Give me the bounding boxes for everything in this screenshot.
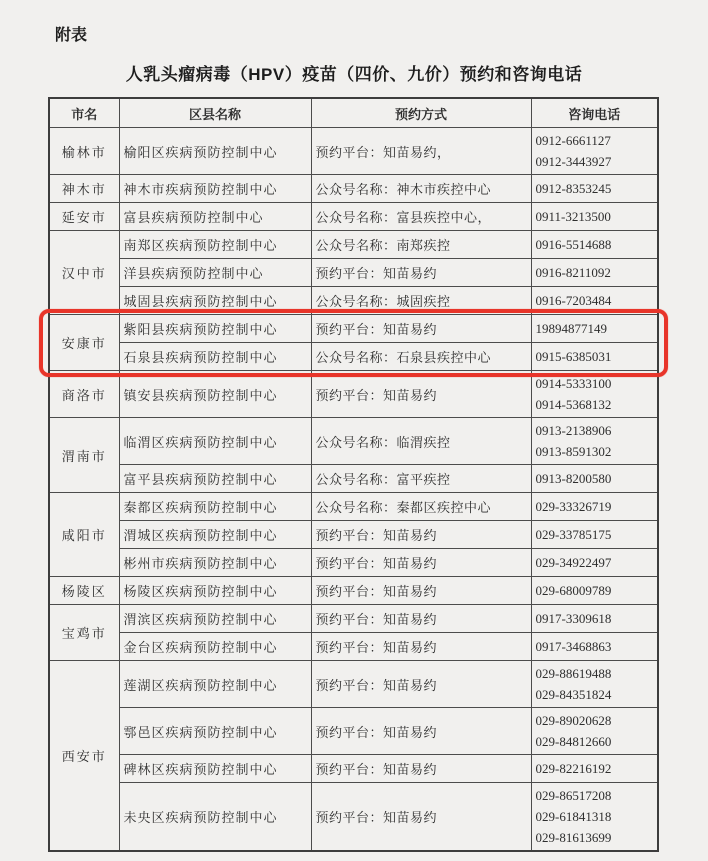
- district-cell: 富县疾病预防控制中心: [119, 203, 311, 231]
- phone-cell: [531, 755, 658, 783]
- booking-method-cell: 公众号名称：石泉县疾控中心: [311, 343, 531, 371]
- page-title: 人乳头瘤病毒（HPV）疫苗（四价、九价）预约和咨询电话: [125, 65, 583, 84]
- booking-method-cell: 公众号名称：秦都区疾控中心: [311, 493, 531, 521]
- table-row: [49, 783, 658, 852]
- booking-method-cell: 预约平台：知苗易约: [311, 549, 531, 577]
- city-cell: 安康市: [49, 315, 119, 371]
- booking-method-cell: 公众号名称：富县疾控中心，: [311, 203, 531, 231]
- phone-number: 029-61841318: [535, 809, 612, 824]
- district-cell: 南郑区疾病预防控制中心: [119, 231, 311, 259]
- booking-method-cell: 预约平台：知苗易约: [311, 633, 531, 661]
- table-row: [49, 371, 658, 418]
- phone-number: 0911-3213500: [535, 209, 611, 224]
- booking-method-cell: 公众号名称：神木市疾控中心: [311, 175, 531, 203]
- city-cell: 渭南市: [49, 418, 119, 493]
- district-cell: 城固县疾病预防控制中心: [119, 287, 311, 315]
- district-cell: 紫阳县疾病预防控制中心: [119, 315, 311, 343]
- booking-method-cell: 预约平台：知苗易约: [311, 371, 531, 418]
- district-cell: 镇安县疾病预防控制中心: [119, 371, 311, 418]
- booking-method-cell: 预约平台：知苗易约: [311, 708, 531, 755]
- city-cell: 杨陵区: [49, 577, 119, 605]
- phone-cell: [531, 633, 658, 661]
- phone-cell: [531, 605, 658, 633]
- phone-number: 029-86517208: [535, 788, 612, 803]
- phone-cell: [531, 661, 658, 708]
- phone-number: 0914-5333100: [535, 376, 612, 391]
- phone-cell: [531, 128, 658, 175]
- table-row: [49, 577, 658, 605]
- phone-cell: [531, 315, 658, 343]
- phone-cell: [531, 343, 658, 371]
- table-row: [49, 343, 658, 371]
- table-row: [49, 605, 658, 633]
- phone-number: 0916-8211092: [535, 265, 611, 280]
- phone-number: 0917-3309618: [535, 611, 612, 626]
- phone-cell: [531, 287, 658, 315]
- phone-cell: [531, 203, 658, 231]
- booking-method-cell: 预约平台：知苗易约: [311, 605, 531, 633]
- table-row: [49, 259, 658, 287]
- table-row: [49, 521, 658, 549]
- phone-cell: [531, 783, 658, 852]
- booking-method-cell: 预约平台：知苗易约: [311, 755, 531, 783]
- phone-number: 19894877149: [535, 321, 607, 336]
- city-cell: 商洛市: [49, 371, 119, 418]
- table-row: [49, 418, 658, 465]
- table-row: [49, 315, 658, 343]
- header-district: 区县名称: [119, 98, 311, 128]
- phone-number: 029-89020628: [535, 713, 612, 728]
- city-cell: 咸阳市: [49, 493, 119, 577]
- phone-cell: [531, 708, 658, 755]
- phone-number: 0913-8591302: [535, 444, 612, 459]
- phone-cell: [531, 231, 658, 259]
- phone-cell: [531, 521, 658, 549]
- table-row: [49, 465, 658, 493]
- table-row: [49, 203, 658, 231]
- booking-method-cell: 公众号名称：临渭疾控: [311, 418, 531, 465]
- phone-number: 0917-3468863: [535, 639, 612, 654]
- phone-number: 0912-6661127: [535, 133, 611, 148]
- booking-method-cell: 预约平台：知苗易约: [311, 315, 531, 343]
- hpv-phone-table-wrap: [48, 97, 659, 852]
- district-cell: 渭城区疾病预防控制中心: [119, 521, 311, 549]
- table-row: [49, 549, 658, 577]
- city-cell: 汉中市: [49, 231, 119, 315]
- city-cell: 西安市: [49, 661, 119, 852]
- booking-method-cell: 预约平台：知苗易约: [311, 661, 531, 708]
- district-cell: 金台区疾病预防控制中心: [119, 633, 311, 661]
- booking-method-cell: 公众号名称：南郑疾控: [311, 231, 531, 259]
- phone-number: 029-33785175: [535, 527, 612, 542]
- phone-cell: [531, 371, 658, 418]
- phone-cell: [531, 418, 658, 465]
- table-row: [49, 287, 658, 315]
- header-phone: 咨询电话: [531, 98, 658, 128]
- table-row: [49, 231, 658, 259]
- table-body: [49, 128, 658, 852]
- district-cell: 石泉县疾病预防控制中心: [119, 343, 311, 371]
- district-cell: 未央区疾病预防控制中心: [119, 783, 311, 852]
- phone-number: 0914-5368132: [535, 397, 612, 412]
- phone-number: 0916-5514688: [535, 237, 612, 252]
- phone-number: 029-84351824: [535, 687, 612, 702]
- district-cell: 秦都区疾病预防控制中心: [119, 493, 311, 521]
- city-cell: 神木市: [49, 175, 119, 203]
- district-cell: 莲湖区疾病预防控制中心: [119, 661, 311, 708]
- phone-cell: [531, 577, 658, 605]
- phone-number: 029-33326719: [535, 499, 612, 514]
- booking-method-cell: 预约平台：知苗易约: [311, 521, 531, 549]
- district-cell: 杨陵区疾病预防控制中心: [119, 577, 311, 605]
- booking-method-cell: 公众号名称：富平疾控: [311, 465, 531, 493]
- phone-number: 0912-3443927: [535, 154, 612, 169]
- phone-number: 029-82216192: [535, 761, 612, 776]
- phone-number: 029-34922497: [535, 555, 612, 570]
- district-cell: 临渭区疾病预防控制中心: [119, 418, 311, 465]
- city-cell: 宝鸡市: [49, 605, 119, 661]
- phone-number: 0913-2138906: [535, 423, 612, 438]
- phone-number: 0916-7203484: [535, 293, 612, 308]
- district-cell: 洋县疾病预防控制中心: [119, 259, 311, 287]
- phone-number: 0915-6385031: [535, 349, 612, 364]
- phone-cell: [531, 549, 658, 577]
- table-row: [49, 708, 658, 755]
- header-method: 预约方式: [311, 98, 531, 128]
- city-cell: 延安市: [49, 203, 119, 231]
- booking-method-cell: 预约平台：知苗易约: [311, 259, 531, 287]
- phone-number: 029-88619488: [535, 666, 612, 681]
- phone-cell: [531, 259, 658, 287]
- booking-method-cell: 预约平台：知苗易约: [311, 783, 531, 852]
- table-row: [49, 755, 658, 783]
- header-city: 市名: [49, 98, 119, 128]
- district-cell: 鄠邑区疾病预防控制中心: [119, 708, 311, 755]
- table-header-row: [49, 98, 658, 128]
- district-cell: 彬州市疾病预防控制中心: [119, 549, 311, 577]
- phone-number: 0913-8200580: [535, 471, 612, 486]
- table-row: [49, 493, 658, 521]
- district-cell: 渭滨区疾病预防控制中心: [119, 605, 311, 633]
- table-row: [49, 175, 658, 203]
- district-cell: 榆阳区疾病预防控制中心: [119, 128, 311, 175]
- booking-method-cell: 预约平台：知苗易约: [311, 577, 531, 605]
- phone-cell: [531, 175, 658, 203]
- phone-number: 029-84812660: [535, 734, 612, 749]
- phone-cell: [531, 465, 658, 493]
- appendix-label: 附表: [55, 27, 88, 44]
- city-cell: 榆林市: [49, 128, 119, 175]
- district-cell: 碑林区疾病预防控制中心: [119, 755, 311, 783]
- hpv-phone-table: [48, 97, 659, 852]
- booking-method-cell: 预约平台：知苗易约，: [311, 128, 531, 175]
- district-cell: 神木市疾病预防控制中心: [119, 175, 311, 203]
- phone-number: 029-81613699: [535, 830, 612, 845]
- phone-number: 029-68009789: [535, 583, 612, 598]
- phone-cell: [531, 493, 658, 521]
- table-row: [49, 128, 658, 175]
- table-row: [49, 633, 658, 661]
- table-row: [49, 661, 658, 708]
- phone-number: 0912-8353245: [535, 181, 612, 196]
- booking-method-cell: 公众号名称：城固疾控: [311, 287, 531, 315]
- district-cell: 富平县疾病预防控制中心: [119, 465, 311, 493]
